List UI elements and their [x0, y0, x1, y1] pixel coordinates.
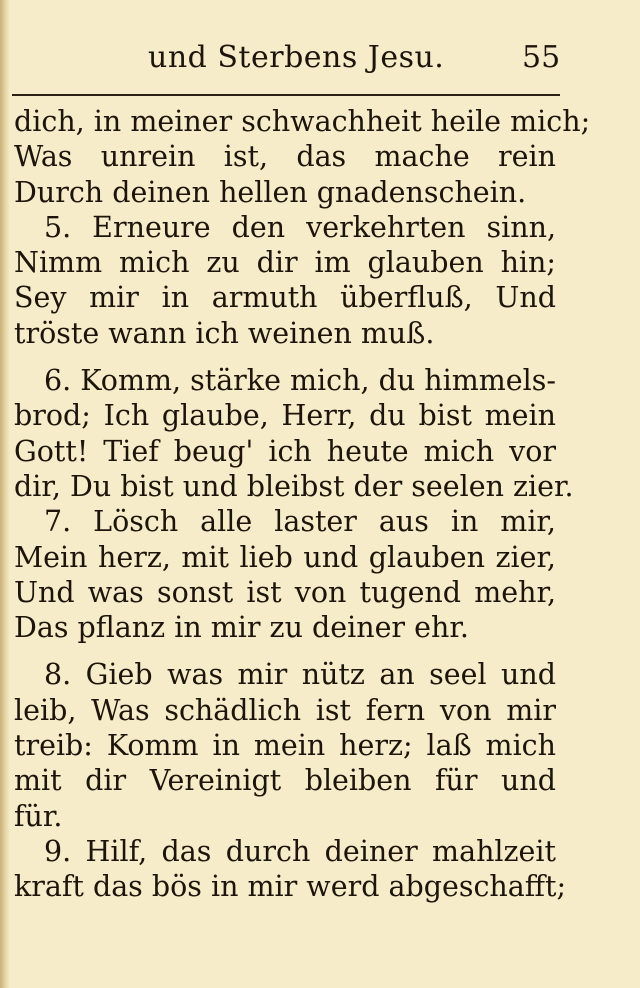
text-line: Gott! Tief beug' ich heute mich vor	[14, 434, 556, 468]
verse-8-start: 8. Gieb was mir nütz an seel und	[44, 658, 556, 692]
text-line: tröste wann ich weinen muß.	[14, 316, 435, 350]
text-line: Das pflanz in mir zu deiner ehr.	[14, 611, 469, 645]
header-rule	[12, 94, 560, 96]
text-line: Und was sonst ist von tugend mehr,	[14, 575, 556, 609]
verse-9-start: 9. Hilf, das durch deiner mahlzeit	[44, 834, 556, 868]
text-line: treib: Komm in mein herz; laß mich	[14, 729, 556, 763]
page-binding-edge	[0, 0, 10, 988]
text-line: dich, in meiner schwachheit heile mich;	[14, 105, 591, 138]
text-line: für.	[14, 799, 63, 833]
text-line: Was unrein ist, das mache rein	[14, 140, 556, 174]
verse-5-start: 5. Erneure den verkehrten sinn,	[44, 210, 556, 244]
text-line: brod; Ich glaube, Herr, du bist mein	[14, 399, 556, 433]
text-line: Sey mir in armuth überfluß, Und	[14, 281, 556, 315]
text-line: leib, Was schädlich ist fern von mir	[14, 693, 556, 727]
running-title: und Sterbens Jesu.	[148, 40, 445, 75]
text-line: kraft das bös in mir werd abgeschafft;	[14, 870, 567, 904]
text-line: mit dir Vereinigt bleiben für und	[14, 764, 556, 798]
stanza-break	[14, 351, 556, 363]
text-line: Nimm mich zu dir im glauben hin;	[14, 246, 556, 280]
text-line: Durch deinen hellen gnadenschein.	[14, 175, 527, 209]
verse-7-start: 7. Lösch alle laster aus in mir,	[44, 505, 556, 539]
page-header	[0, 36, 640, 76]
stanza-break	[14, 645, 556, 657]
text-line: dir, Du bist und bleibst der seelen zier.	[14, 469, 574, 503]
hymn-text	[14, 104, 591, 905]
page-number: 55	[522, 40, 561, 75]
text-line: Mein herz, mit lieb und glauben zier,	[14, 540, 556, 574]
verse-6-start: 6. Komm, stärke mich, du himmels-	[44, 364, 556, 398]
